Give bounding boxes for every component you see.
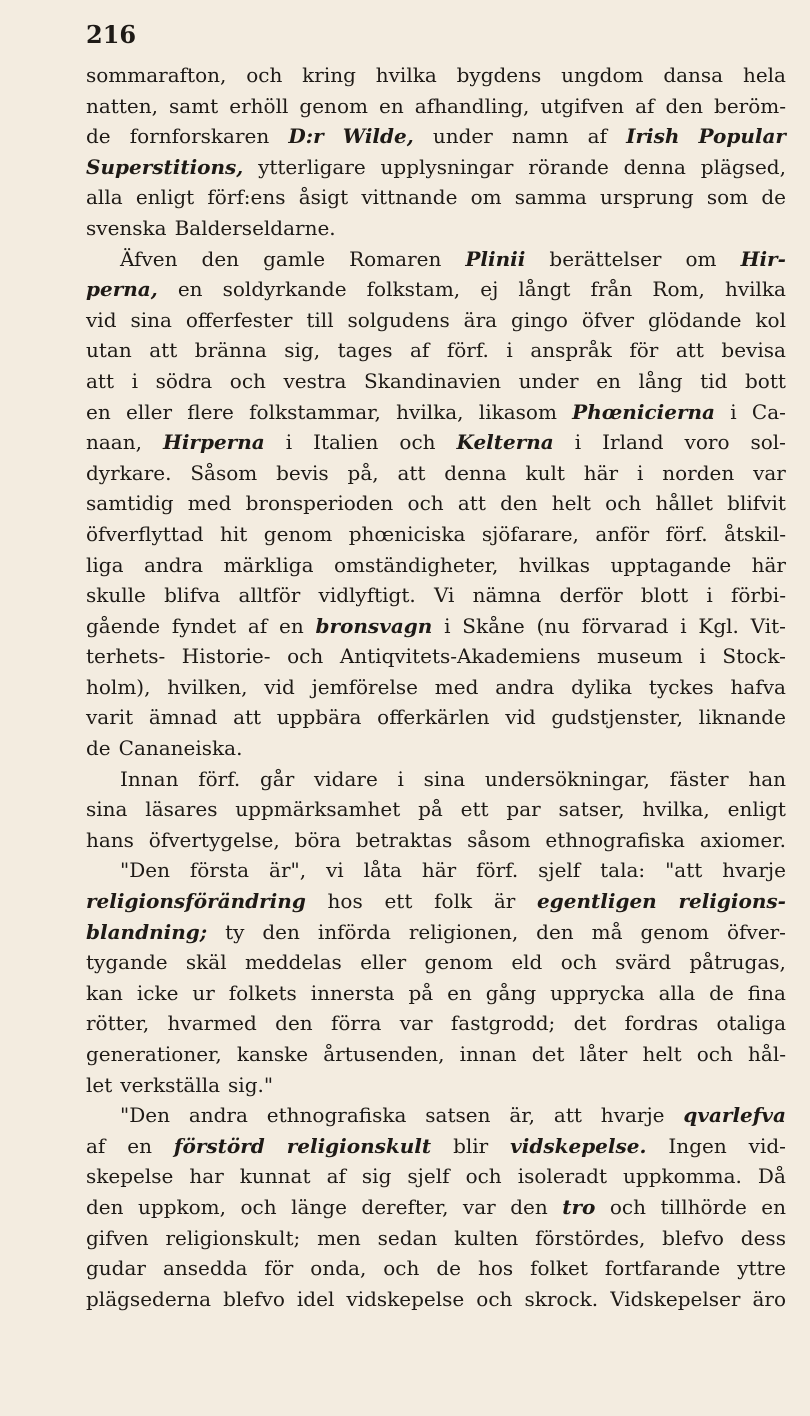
text-line: natten, samt erhöll genom en afhandling, utgifven af den beröm- xyxy=(86,93,786,118)
text-line: terhets- Historie- och Antiqvitets-Akademiens museum i Stock- xyxy=(86,644,786,669)
text-line: de fornforskaren D:r Wilde, under namn af Irish Popular xyxy=(86,124,786,149)
text-line: utan att bränna sig, tages af förf. i anspråk för att bevisa xyxy=(86,338,786,363)
text-line: varit ämnad att uppbära offerkärlen vid gudstjenster, liknande xyxy=(86,705,786,730)
text-line: liga andra märkliga omständigheter, hvilkas upptagande här xyxy=(86,552,786,577)
text-line: Innan förf. går vidare i sina undersökningar, fäster han xyxy=(120,766,786,791)
text-line: "Den första är", vi låta här förf. sjelf tala: "att hvarje xyxy=(120,858,786,883)
text-line: blandning; ty den införda religionen, den må genom öfver- xyxy=(86,919,786,944)
text-line: gudar ansedda för onda, och de hos folket fortfarande yttre xyxy=(86,1256,786,1281)
text-line: gifven religionskult; men sedan kulten förstördes, blefvo dess xyxy=(86,1225,786,1250)
text-line: öfverflyttad hit genom phœniciska sjöfarare, anför förf. åtskil- xyxy=(86,521,786,546)
text-line: svenska Balderseldarne. xyxy=(86,215,336,240)
text-line: gående fyndet af en bronsvagn i Skåne (nu förvarad i Kgl. Vit- xyxy=(86,613,786,638)
text-line: "Den andra ethnografiska satsen är, att hvarje qvarlefva xyxy=(120,1103,786,1128)
text-line: skulle blifva alltför vidlyftigt. Vi nämna derför blott i förbi- xyxy=(86,583,786,608)
text-line: plägsederna blefvo idel vidskepelse och skrock. Vidskepelser äro xyxy=(86,1286,786,1311)
text-line: holm), hvilken, vid jemförelse med andra dylika tyckes hafva xyxy=(86,674,786,699)
text-line: dyrkare. Såsom bevis på, att denna kult här i norden var xyxy=(86,460,786,485)
text-line: en eller flere folkstammar, hvilka, likasom Phœnicierna i Ca- xyxy=(86,399,786,424)
text-line: sommarafton, och kring hvilka bygdens ungdom dansa hela xyxy=(86,63,786,87)
text-line: att i södra och vestra Skandinavien under en lång tid bott xyxy=(86,368,786,393)
body-text xyxy=(86,60,786,1314)
page-number: 216 xyxy=(86,20,137,49)
text-line: naan, Hirperna i Italien och Kelterna i Irland voro sol- xyxy=(86,430,786,455)
text-line: rötter, hvarmed den förra var fastgrodd; det fordras otaliga xyxy=(86,1011,786,1036)
text-line: sina läsares uppmärksamhet på ett par satser, hvilka, enligt xyxy=(86,797,786,822)
text-line: Superstitions, ytterligare upplysningar rörande denna plägsed, xyxy=(86,154,786,179)
text-line: kan icke ur folkets innersta på en gång upprycka alla de fina xyxy=(86,980,786,1005)
text-line: alla enligt förf:ens åsigt vittnande om samma ursprung som de xyxy=(86,185,786,210)
text-line: Äfven den gamle Romaren Plinii berättelser om Hir- xyxy=(120,246,786,271)
text-line: perna, en soldyrkande folkstam, ej långt från Rom, hvilka xyxy=(86,277,786,302)
text-line: den uppkom, och länge derefter, var den tro och tillhörde en xyxy=(86,1194,786,1219)
text-line: religionsförändring hos ett folk är egentligen religions- xyxy=(86,889,786,914)
text-line: hans öfvertygelse, böra betraktas såsom ethnografiska axiomer. xyxy=(86,827,786,852)
text-line: let verkställa sig." xyxy=(86,1072,274,1097)
text-line: vid sina offerfester till solgudens ära gingo öfver glödande kol xyxy=(86,307,786,332)
text-line: de Cananeiska. xyxy=(86,736,243,761)
text-line: tygande skäl meddelas eller genom eld och svärd påtrugas, xyxy=(86,950,786,975)
text-line: generationer, kanske årtusenden, innan det låter helt och hål- xyxy=(86,1042,786,1066)
text-line: skepelse har kunnat af sig sjelf och isoleradt uppkomma. Då xyxy=(86,1164,786,1189)
text-line: af en förstörd religionskult blir vidskepelse. Ingen vid- xyxy=(86,1133,786,1158)
text-line: samtidig med bronsperioden och att den helt och hållet blifvit xyxy=(86,491,786,516)
